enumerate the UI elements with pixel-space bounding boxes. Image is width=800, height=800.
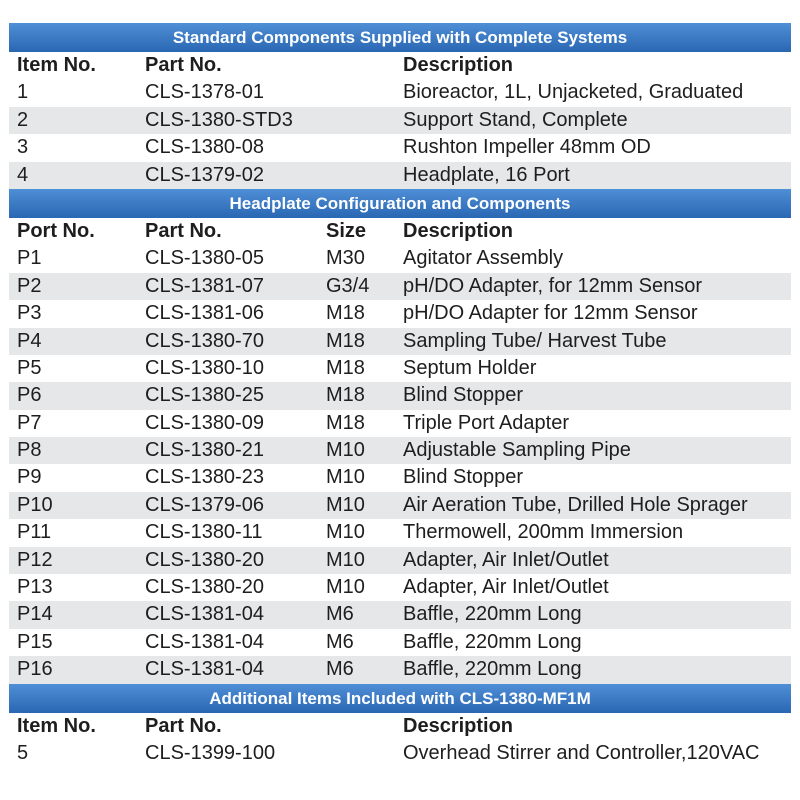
col-size: M18 xyxy=(326,302,365,325)
col-number: P9 xyxy=(17,466,42,489)
col-part-no: CLS-1399-100 xyxy=(145,741,276,764)
table-row xyxy=(9,740,791,767)
col-description: Adapter, Air Inlet/Outlet xyxy=(403,548,609,571)
column-header-row xyxy=(9,52,791,79)
col-number: P13 xyxy=(17,576,53,599)
col-part-no: CLS-1380-05 xyxy=(145,247,264,270)
col-size: M10 xyxy=(326,548,365,571)
column-header: Size xyxy=(326,219,367,242)
table-row xyxy=(9,629,791,656)
col-description: Air Aeration Tube, Drilled Hole Sprager xyxy=(403,493,748,516)
column-header: Part No. xyxy=(145,54,222,76)
table-row xyxy=(9,107,791,134)
col-number: 3 xyxy=(17,136,29,159)
section-title: Headplate Configuration and Components xyxy=(9,189,791,218)
col-description: Sampling Tube/ Harvest Tube xyxy=(403,329,667,352)
column-header: Port No. xyxy=(17,219,95,242)
col-description: pH/DO Adapter, for 12mm Sensor xyxy=(403,274,703,297)
col-number: P11 xyxy=(17,521,52,544)
table-section xyxy=(9,189,791,684)
col-description: Baffle, 220mm Long xyxy=(403,630,582,653)
table-row xyxy=(9,245,791,272)
col-size: M18 xyxy=(326,411,365,434)
table-row xyxy=(9,519,791,546)
table-row xyxy=(9,79,791,106)
col-number: P6 xyxy=(17,384,42,407)
table-section xyxy=(9,23,791,189)
col-size: M10 xyxy=(326,466,365,489)
col-size: M6 xyxy=(326,603,354,626)
table-row xyxy=(9,273,791,300)
section-title: Additional Items Included with CLS-1380-MF1M xyxy=(9,684,791,713)
col-description: Septum Holder xyxy=(403,356,537,379)
col-description: Overhead Stirrer and Controller,120VAC xyxy=(403,741,760,764)
col-size: M18 xyxy=(326,356,365,379)
column-header: Part No. xyxy=(145,714,222,737)
section-title: Standard Components Supplied with Complete Systems xyxy=(9,23,791,52)
col-description: Triple Port Adapter xyxy=(403,411,570,434)
col-part-no: CLS-1380-11 xyxy=(145,521,263,544)
col-part-no: CLS-1380-08 xyxy=(145,136,264,159)
col-part-no: CLS-1381-04 xyxy=(145,630,264,653)
col-number: 1 xyxy=(17,81,29,104)
table-row xyxy=(9,492,791,519)
col-description: Baffle, 220mm Long xyxy=(403,658,582,681)
col-part-no: CLS-1380-20 xyxy=(145,576,264,599)
col-part-no: CLS-1380-70 xyxy=(145,329,264,352)
col-number: P14 xyxy=(17,603,53,626)
col-size: M6 xyxy=(326,658,354,681)
col-size: M18 xyxy=(326,329,365,352)
col-number: P3 xyxy=(17,302,42,325)
col-size: M10 xyxy=(326,576,365,599)
col-part-no: CLS-1380-09 xyxy=(145,411,264,434)
col-number: P2 xyxy=(17,274,42,297)
col-part-no: CLS-1381-04 xyxy=(145,603,264,626)
col-number: P7 xyxy=(17,411,42,434)
col-description: Blind Stopper xyxy=(403,384,524,407)
col-number: P16 xyxy=(17,658,53,681)
col-number: P12 xyxy=(17,548,53,571)
column-header: Description xyxy=(403,219,514,242)
col-number: 2 xyxy=(17,108,29,131)
col-part-no: CLS-1380-21 xyxy=(145,439,264,462)
table-row xyxy=(9,300,791,327)
col-size: M10 xyxy=(326,521,365,544)
col-number: 5 xyxy=(17,741,29,764)
col-part-no: CLS-1379-02 xyxy=(145,163,264,186)
table-row xyxy=(9,355,791,382)
col-description: Blind Stopper xyxy=(403,466,524,489)
col-description: Support Stand, Complete xyxy=(403,108,628,131)
table-row xyxy=(9,574,791,601)
col-size: M18 xyxy=(326,384,365,407)
col-part-no: CLS-1381-04 xyxy=(145,658,264,681)
column-header: Description xyxy=(403,714,514,737)
col-number: P4 xyxy=(17,329,42,352)
col-number: P1 xyxy=(17,247,42,270)
table-section xyxy=(9,684,791,768)
table-row xyxy=(9,656,791,683)
table-row xyxy=(9,547,791,574)
table-row xyxy=(9,437,791,464)
col-description: pH/DO Adapter for 12mm Sensor xyxy=(403,302,698,325)
column-header: Item No. xyxy=(17,714,96,737)
table-row xyxy=(9,410,791,437)
col-number: P10 xyxy=(17,493,53,516)
col-part-no: CLS-1380-STD3 xyxy=(145,108,293,131)
table-row xyxy=(9,328,791,355)
col-part-no: CLS-1380-10 xyxy=(145,356,264,379)
col-part-no: CLS-1379-06 xyxy=(145,493,264,516)
table-row xyxy=(9,162,791,189)
col-description: Bioreactor, 1L, Unjacketed, Graduated xyxy=(403,81,744,104)
col-part-no: CLS-1381-06 xyxy=(145,302,264,325)
table-row xyxy=(9,134,791,161)
col-number: P5 xyxy=(17,356,42,379)
column-header: Part No. xyxy=(145,219,222,242)
col-size: G3/4 xyxy=(326,274,370,297)
col-description: Adjustable Sampling Pipe xyxy=(403,439,631,462)
col-size: M10 xyxy=(326,439,365,462)
col-description: Agitator Assembly xyxy=(403,247,564,270)
column-header-row xyxy=(9,713,791,740)
col-part-no: CLS-1380-23 xyxy=(145,466,264,489)
table-row xyxy=(9,382,791,409)
table-row xyxy=(9,601,791,628)
col-part-no: CLS-1380-20 xyxy=(145,548,264,571)
col-part-no: CLS-1380-25 xyxy=(145,384,264,407)
col-number: P8 xyxy=(17,439,42,462)
column-header-row xyxy=(9,218,791,245)
col-description: Headplate, 16 Port xyxy=(403,163,570,186)
col-description: Rushton Impeller 48mm OD xyxy=(403,136,651,159)
column-header: Description xyxy=(403,54,514,76)
column-header: Item No. xyxy=(17,54,96,76)
col-description: Baffle, 220mm Long xyxy=(403,603,582,626)
col-number: P15 xyxy=(17,630,53,653)
col-description: Thermowell, 200mm Immersion xyxy=(403,521,684,544)
col-size: M10 xyxy=(326,493,365,516)
table-row xyxy=(9,464,791,491)
component-tables xyxy=(9,23,791,767)
col-size: M6 xyxy=(326,630,354,653)
col-size: M30 xyxy=(326,247,365,270)
col-description: Adapter, Air Inlet/Outlet xyxy=(403,576,609,599)
col-part-no: CLS-1381-07 xyxy=(145,274,264,297)
col-part-no: CLS-1378-01 xyxy=(145,81,264,104)
col-number: 4 xyxy=(17,163,29,186)
